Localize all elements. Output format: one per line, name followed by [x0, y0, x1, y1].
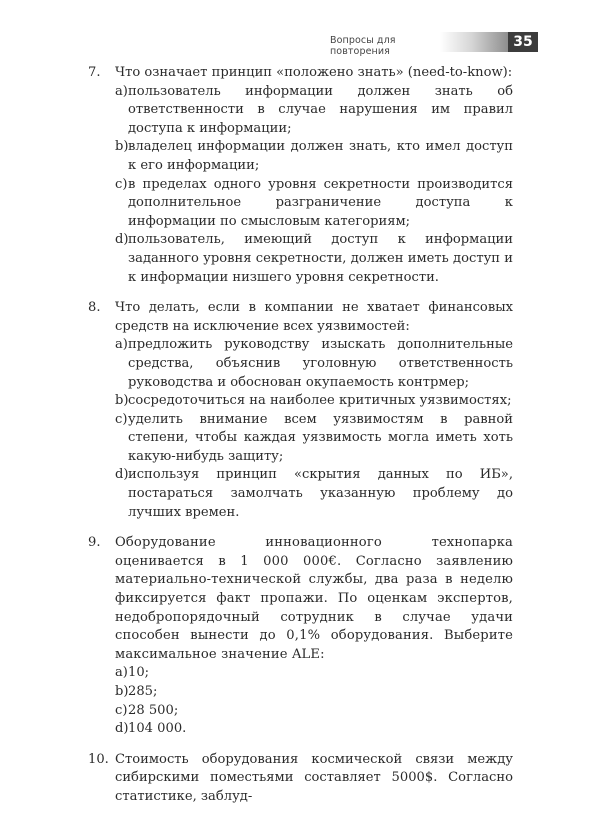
option-text: сосредоточиться на наиболее критичных уязвимостях;	[128, 393, 512, 409]
answer-option	[115, 231, 513, 287]
option-letter: b)	[115, 684, 129, 699]
question-text: Оборудование инновационного технопарка оценивается в 1 000 000€. Согласно заявлению материально-технической службы, два раза в неделю фиксируется факт пропажи. По оценкам экспертов, недобропорядочный сотрудник в случае удачи способен вынести до 0,1% оборудования. Выберите максимальное значение ALE:	[115, 535, 513, 662]
answer-option	[115, 392, 513, 411]
question-text: Стоимость оборудования космической связи между сибирскими поместьями составляет 5000$. Согласно статистике, заблуд-	[115, 751, 513, 804]
question-number: 9.	[88, 535, 101, 551]
option-letter: c)	[115, 411, 128, 427]
header-gradient-bar	[440, 32, 510, 52]
question-number: 10.	[88, 751, 109, 767]
option-letter: c)	[115, 702, 128, 718]
option-letter: a)	[115, 337, 128, 353]
option-letter: a)	[115, 665, 128, 681]
option-text: уделить внимание всем уязвимостям в равной степени, чтобы каждая уязвимость могла иметь хоть какую-нибудь защиту;	[128, 411, 513, 464]
answer-option	[115, 664, 513, 683]
option-letter: d)	[115, 467, 129, 483]
option-text: предложить руководству изыскать дополнительные средства, объяснив уголовную ответственность руководства и обоснован окупаемость контрмер;	[128, 337, 513, 390]
option-letter: c)	[115, 176, 128, 192]
option-text: 28 500;	[128, 702, 179, 718]
answer-option	[115, 702, 513, 721]
question-7	[88, 64, 513, 287]
question-8	[88, 299, 513, 522]
answer-option	[115, 683, 513, 702]
question-text: Что означает принцип «положено знать» (need-to-know):	[115, 65, 513, 80]
option-text: 285;	[128, 684, 158, 699]
page-number: 35	[508, 32, 538, 52]
option-text: владелец информации должен знать, кто имел доступ к его информации;	[128, 139, 513, 173]
option-letter: a)	[115, 83, 128, 99]
option-text: 104 000.	[128, 721, 187, 737]
answer-option	[115, 466, 513, 522]
running-header	[330, 32, 538, 57]
option-text: используя принцип «скрытия данных по ИБ», постараться замолчать указанную проблему до лучших времен.	[128, 467, 513, 520]
option-text: в пределах одного уровня секретности производится дополнительное разграничение доступа к информации по смысловым категориям;	[128, 176, 513, 229]
answer-option	[115, 336, 513, 392]
question-9	[88, 534, 513, 739]
questions-list	[88, 64, 513, 819]
option-letter: d)	[115, 721, 129, 737]
option-text: 10;	[128, 665, 150, 681]
answer-option	[115, 83, 513, 139]
option-letter: d)	[115, 232, 129, 248]
option-text: пользователь информации должен знать об ответственности в случае нарушения им правил доступа к информации;	[128, 83, 513, 136]
option-text: пользователь, имеющий доступ к информации заданного уровня секретности, должен иметь доступ и к информации низшего уровня секретности.	[128, 232, 513, 285]
option-letter: b)	[115, 393, 129, 409]
question-10	[88, 751, 513, 807]
answer-option	[115, 176, 513, 232]
question-text: Что делать, если в компании не хватает финансовых средств на исключение всех уязвимостей:	[115, 300, 513, 334]
option-letter: b)	[115, 139, 129, 155]
question-number: 8.	[88, 300, 101, 316]
answer-option	[115, 138, 513, 175]
answer-option	[115, 411, 513, 467]
answer-option	[115, 720, 513, 739]
section-title: Вопросы для повторения	[330, 35, 396, 57]
question-number: 7.	[88, 65, 101, 80]
